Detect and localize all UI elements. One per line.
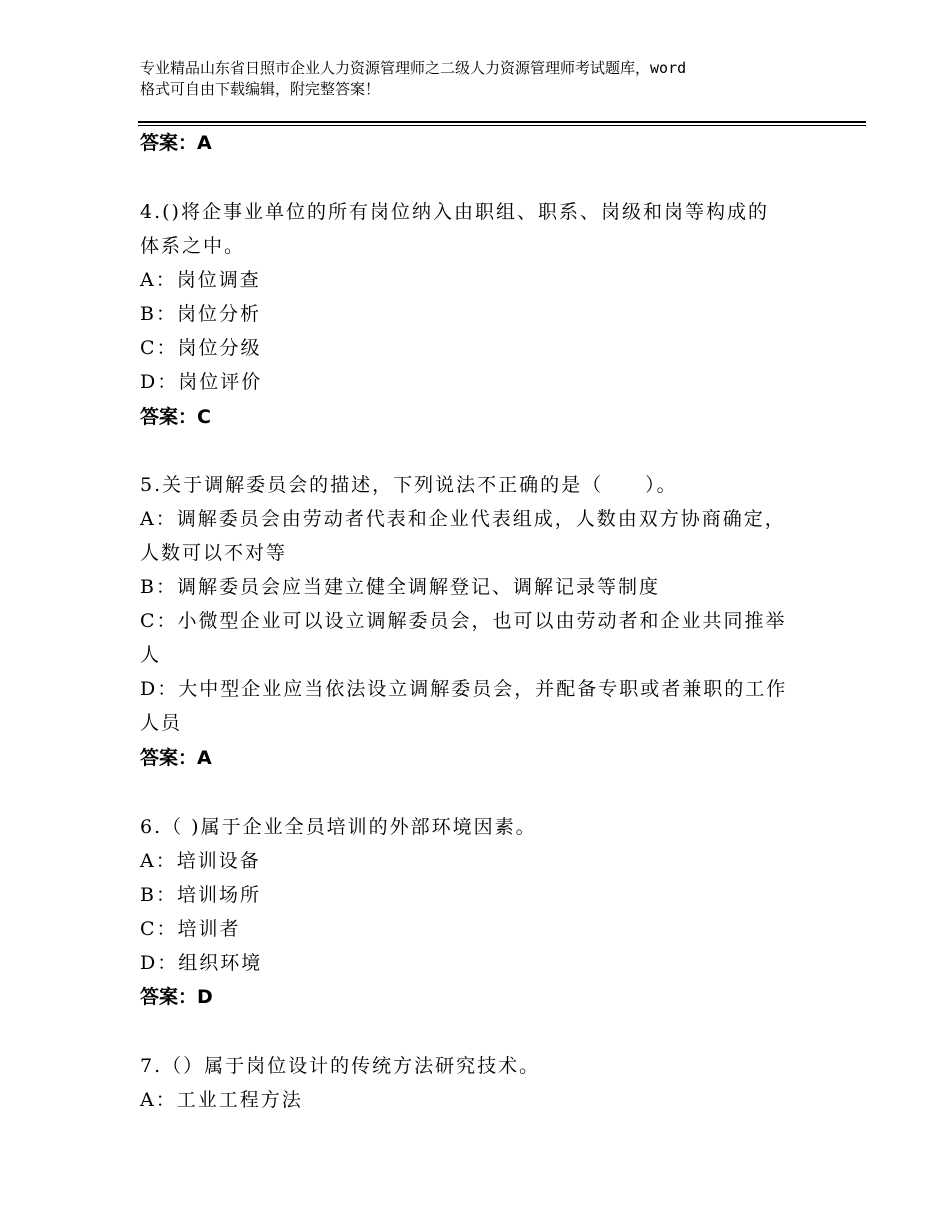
q4-option-b: B：岗位分析 bbox=[140, 303, 261, 325]
q4-stem-line-2: 体系之中。 bbox=[140, 235, 246, 257]
q5-option-b: B：调解委员会应当建立健全调解登记、调解记录等制度 bbox=[140, 576, 660, 598]
header-line-2: 格式可自由下载编辑，附完整答案！ bbox=[140, 80, 381, 98]
q4-option-a: A：岗位调查 bbox=[140, 269, 261, 291]
q5-option-c-line-1: C：小微型企业可以设立调解委员会，也可以由劳动者和企业共同推举 bbox=[140, 610, 787, 632]
header-line-1: 专业精品山东省日照市企业人力资源管理师之二级人力资源管理师考试题库，word bbox=[140, 59, 687, 77]
previous-answer: 答案：A bbox=[140, 132, 212, 154]
q6-answer: 答案：D bbox=[140, 986, 213, 1008]
q5-option-a-line-1: A：调解委员会由劳动者代表和企业代表组成，人数由双方协商确定， bbox=[140, 508, 786, 530]
q6-option-c: C：培训者 bbox=[140, 918, 241, 940]
q4-option-c: C：岗位分级 bbox=[140, 337, 262, 359]
header-divider-thick bbox=[138, 121, 866, 123]
q4-option-d: D：岗位评价 bbox=[140, 371, 263, 393]
q5-answer: 答案：A bbox=[140, 747, 212, 769]
q5-stem: 5.关于调解委员会的描述，下列说法不正确的是（ ）。 bbox=[140, 474, 678, 496]
q5-option-c-line-2: 人 bbox=[140, 644, 162, 666]
q6-option-b: B：培训场所 bbox=[140, 884, 261, 906]
q6-stem: 6.（ )属于企业全员培训的外部环境因素。 bbox=[140, 816, 537, 838]
q7-stem: 7.（）属于岗位设计的传统方法研究技术。 bbox=[140, 1055, 541, 1077]
document-header bbox=[140, 58, 840, 100]
header-divider-thin bbox=[138, 125, 866, 126]
q6-option-d: D：组织环境 bbox=[140, 952, 263, 974]
q6-option-a: A：培训设备 bbox=[140, 850, 261, 872]
q7-option-a: A：工业工程方法 bbox=[140, 1089, 303, 1111]
q4-stem-line-1: 4.()将企事业单位的所有岗位纳入由职组、职系、岗级和岗等构成的 bbox=[140, 201, 769, 223]
q4-answer: 答案：C bbox=[140, 406, 211, 428]
q5-option-d-line-1: D：大中型企业应当依法设立调解委员会，并配备专职或者兼职的工作 bbox=[140, 678, 788, 700]
q5-option-d-line-2: 人员 bbox=[140, 712, 183, 734]
q5-option-a-line-2: 人数可以不对等 bbox=[140, 542, 288, 564]
